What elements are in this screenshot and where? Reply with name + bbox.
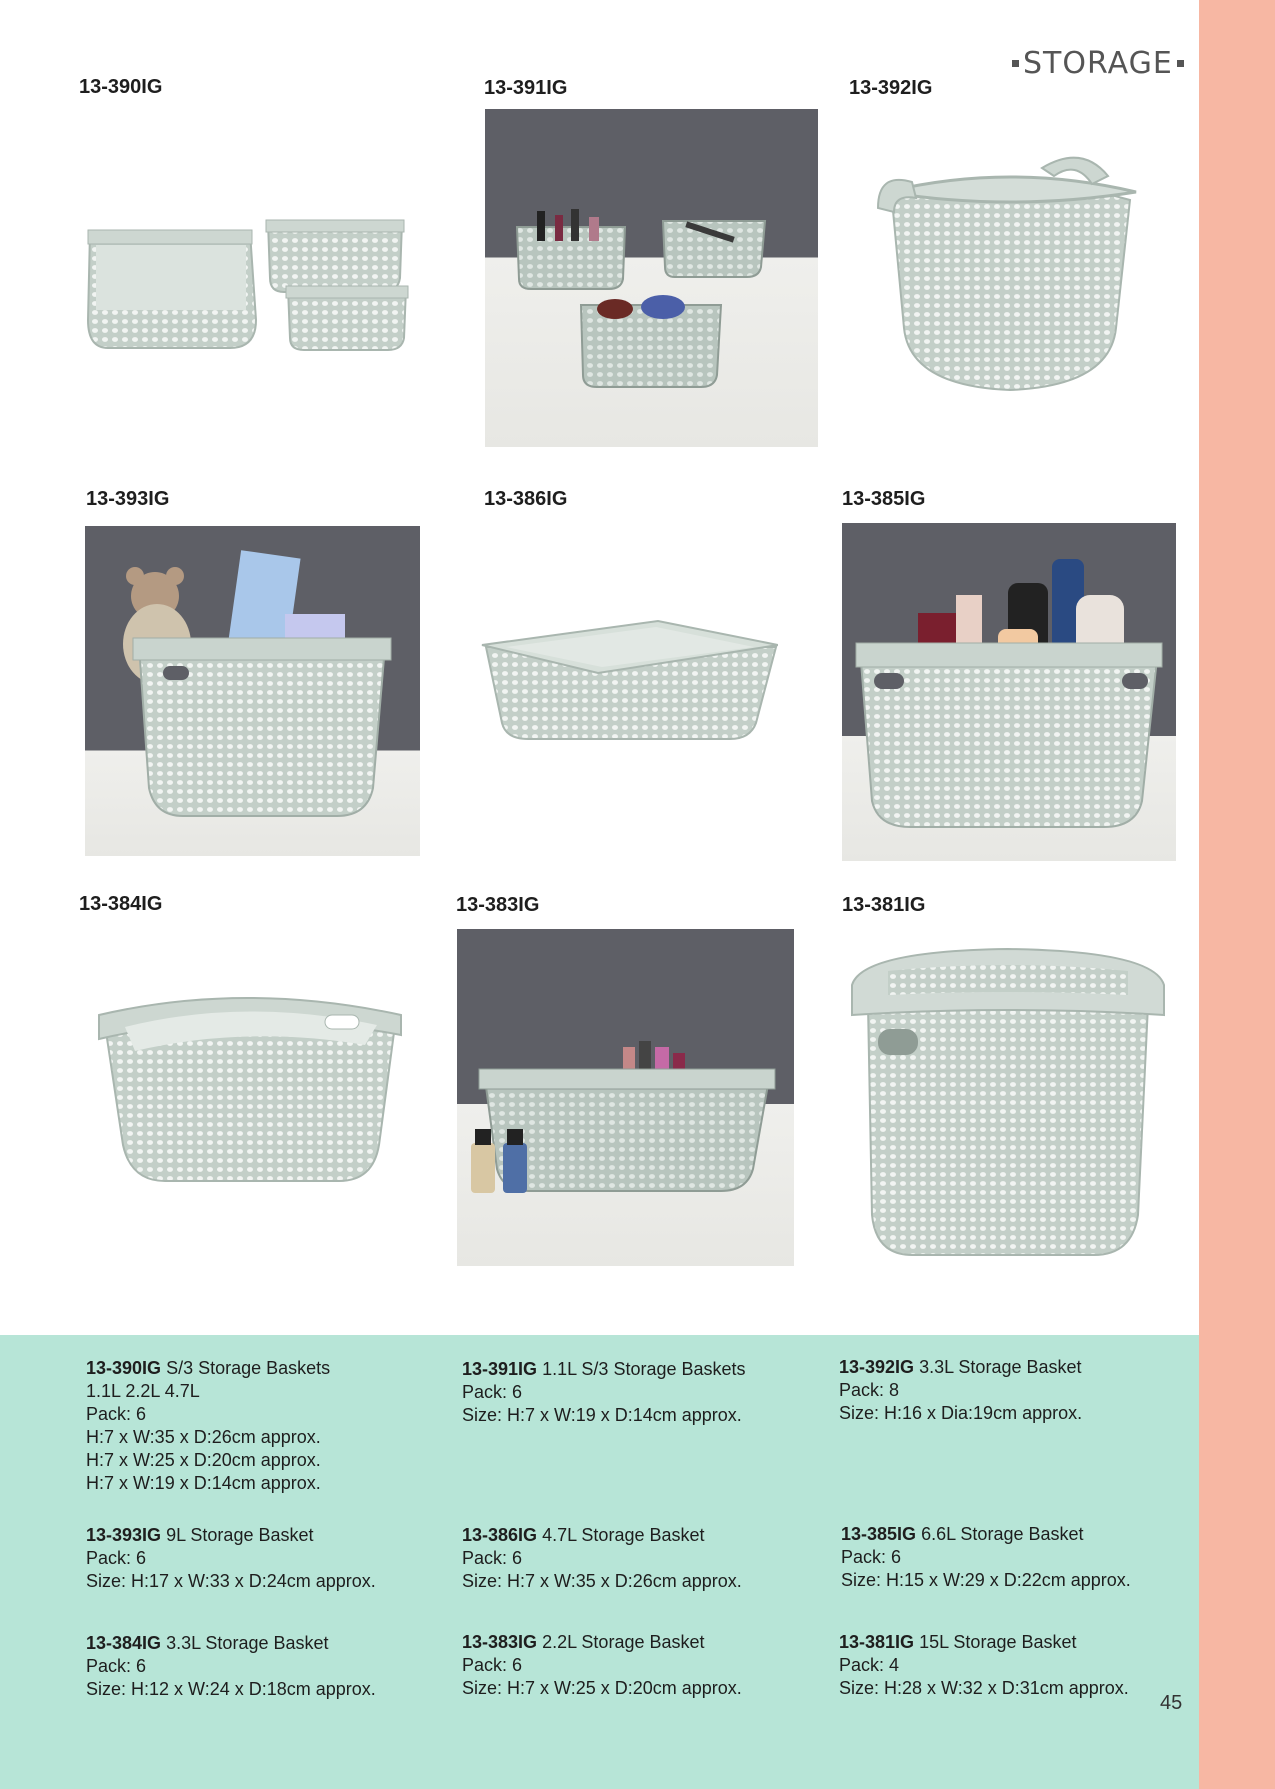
description-title: 9L Storage Basket [161,1525,314,1545]
description-line: Size: H:12 x W:24 x D:18cm approx. [86,1679,376,1699]
description-title: 2.2L Storage Basket [537,1632,705,1652]
product-description [462,1524,742,1593]
description-title: 4.7L Storage Basket [537,1525,705,1545]
description-title: 1.1L S/3 Storage Baskets [537,1359,746,1379]
product-code-label: 13-381IG [842,894,926,916]
description-line: Size: H:16 x Dia:19cm approx. [839,1403,1083,1423]
product-image-13-390ig [80,200,420,360]
product-code-label: 13-386IG [484,488,568,510]
side-color-band [1199,0,1275,1789]
description-line: Pack: 6 [86,1656,147,1676]
page-number: 45 [1160,1692,1183,1714]
description-line: H:7 x W:35 x D:26cm approx. [86,1427,321,1447]
description-line: Size: H:7 x W:35 x D:26cm approx. [462,1571,742,1591]
description-title: 3.3L Storage Basket [161,1633,329,1653]
product-description [86,1357,330,1495]
bullet-square-icon [1177,60,1184,67]
description-line: Size: H:28 x W:32 x D:31cm approx. [839,1678,1129,1698]
product-code-label: 13-383IG [456,894,540,916]
description-code: 13-385IG [841,1524,917,1544]
description-code: 13-384IG [86,1633,162,1653]
product-image-13-386ig [480,615,778,755]
product-code-label: 13-385IG [842,488,926,510]
description-line: 1.1L 2.2L 4.7L [86,1381,200,1401]
product-image-13-391ig [485,109,818,447]
product-code-label: 13-390IG [79,76,163,98]
description-line: Pack: 6 [86,1548,147,1568]
product-image-13-385ig [842,523,1176,861]
description-line: Pack: 8 [839,1380,900,1400]
description-line: Size: H:7 x W:19 x D:14cm approx. [462,1405,742,1425]
product-image-13-393ig [85,526,420,856]
product-description [839,1356,1082,1425]
description-title: S/3 Storage Baskets [161,1358,331,1378]
description-code: 13-390IG [86,1358,162,1378]
description-code: 13-391IG [462,1359,538,1379]
bullet-square-icon [1012,60,1019,67]
description-title: 15L Storage Basket [914,1632,1077,1652]
description-line: Size: H:7 x W:25 x D:20cm approx. [462,1678,742,1698]
product-image-13-392ig [872,148,1147,396]
product-code-label: 13-392IG [849,77,933,99]
product-description [86,1632,376,1701]
description-line: Pack: 4 [839,1655,900,1675]
description-title: 3.3L Storage Basket [914,1357,1082,1377]
description-line: Pack: 6 [462,1655,523,1675]
description-code: 13-393IG [86,1525,162,1545]
description-line: Size: H:15 x W:29 x D:22cm approx. [841,1570,1131,1590]
product-image-13-384ig [95,985,405,1185]
product-image-13-381ig [848,945,1168,1260]
product-code-label: 13-393IG [86,488,170,510]
product-image-13-383ig [457,929,794,1266]
description-code: 13-381IG [839,1632,915,1652]
description-line: H:7 x W:25 x D:20cm approx. [86,1450,321,1470]
description-code: 13-386IG [462,1525,538,1545]
section-title [1008,46,1188,81]
product-description [462,1358,746,1427]
product-code-label: 13-391IG [484,77,568,99]
description-line: Size: H:17 x W:33 x D:24cm approx. [86,1571,376,1591]
product-description [839,1631,1129,1700]
section-title-text: STORAGE [1023,46,1173,81]
description-line: Pack: 6 [462,1548,523,1568]
product-description [462,1631,742,1700]
description-line: Pack: 6 [462,1382,523,1402]
description-line: Pack: 6 [841,1547,902,1567]
description-line: H:7 x W:19 x D:14cm approx. [86,1473,321,1493]
description-line: Pack: 6 [86,1404,147,1424]
product-description [86,1524,376,1593]
product-description [841,1523,1131,1592]
description-code: 13-392IG [839,1357,915,1377]
description-code: 13-383IG [462,1632,538,1652]
description-title: 6.6L Storage Basket [916,1524,1084,1544]
product-code-label: 13-384IG [79,893,163,915]
